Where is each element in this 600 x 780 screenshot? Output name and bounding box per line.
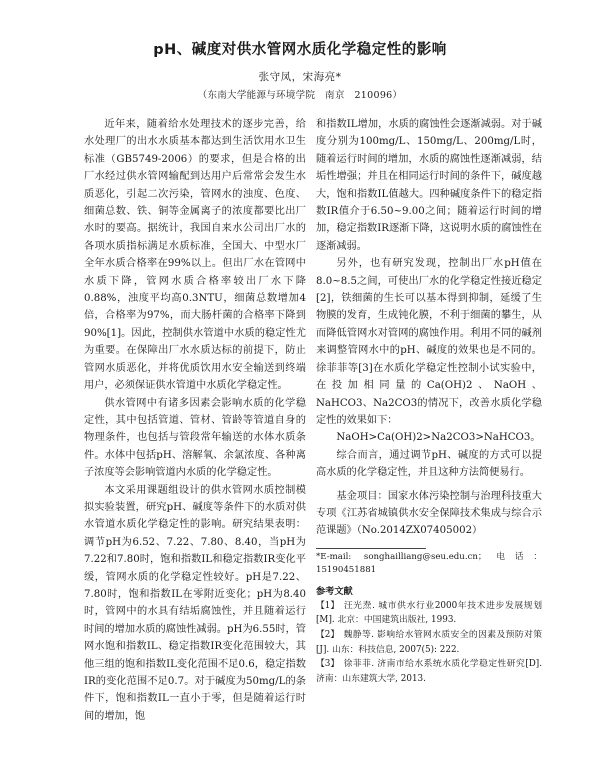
funding-note: 基金项目：国家水体污染控制与治理科技重大专项《江苏省城镇供水安全保障技术集成与综合示范课题》（No.2014ZX07405002） xyxy=(316,490,542,537)
paper-title: pH、碱度对供水管网水质化学稳定性的影响 xyxy=(153,42,447,58)
left-column xyxy=(84,116,306,725)
affiliation-line: （东南大学能源与环境学院 南京 210096） xyxy=(197,90,403,101)
reference-item xyxy=(316,599,542,628)
contact-footnote: *E-mail: songhailliang@seu.edu.cn；电话：15190451881 xyxy=(316,551,542,575)
footnote-divider xyxy=(316,548,426,549)
reference-item xyxy=(316,628,542,657)
reference-number: 【3】 xyxy=(316,659,340,670)
reference-text: 徐菲菲. 济南市给水系统水质化学稳定性研究[D]. 济南：山东建筑大学, 2013. xyxy=(316,659,542,684)
reference-text: 汪光焘. 城市供水行业2000年技术进步发展规划[M]. 北京：中国建筑出版社, 1993. xyxy=(316,600,542,626)
reference-item xyxy=(316,657,542,686)
right-column xyxy=(316,116,542,686)
conclusion-paragraph: 综合而言，通过调节pH、碱度的方式可以提高水质的化学稳定性，并且这种方法简便易行。 xyxy=(316,449,542,479)
factors-paragraph: 供水管网中有诸多因素会影响水质的化学稳定性，其中包括管道、管材、管龄等管道自身的物理条件，也包括与管段常年输送的水体水质条件。水体中包括pH、溶解氧、余氯浓度、各种离子浓度等会影响管道内水质的化学稳定性。 xyxy=(84,397,306,479)
intro-paragraph: 近年来，随着给水处理技术的逐步完善，给水处理厂的出水水质基本都达到生活饮用水卫生标准（GB5749-2006）的要求，但是合格的出厂水经过供水管网输配到达用户后常常会发生水质恶化，引起二次污染，管网水的浊度、色度、细菌总数、铁、铜等金属离子的浓度都要比出厂水时的要高。据统计，我国自来水公司出厂水的各项水质指标满足水质标准，全国大、中型水厂全年水质合格率在99%以上。但出厂水在管网中水质下降，管网水质合格率较出厂水下降0.88%，浊度平均高0.3NTU，细菌总数增加4倍，合格率为97%，而大肠杆菌的合格率下降到90%[1]。因此，控制供水管道中水质的稳定性尤为重要。在保障出厂水水质达标的前提下，防止管网水质恶化，并将优质饮用水安全输送到终端用户，必须保证供水管道中水质化学稳定性。 xyxy=(84,119,306,392)
effect-ranking-formula: NaOH>Ca(OH)2>Na2CO3>NaHCO3。 xyxy=(336,432,541,444)
related-research-paragraph: 另外，也有研究发现，控制出厂水pH值在8.0~8.5之间，可使出厂水的化学稳定性接近稳定[2]，铁细菌的生长可以基本得到抑制，延缓了生物膜的发育，生成钝化膜，不利于细菌的攀生，从而降低管网水对管网的腐蚀作用。利用不同的碱剂来调整管网水中的pH、碱度的效果也是不同的。徐菲菲等[3]在水质化学稳定性控制小试实验中，在投加相同量的Ca(OH)2、NaOH、NaHCO3、Na2CO3的情况下，改善水质化学稳定性的效果如下： xyxy=(316,258,542,426)
author-line: 张守凤，宋海亮* xyxy=(258,71,342,83)
references-heading: 参考文献 xyxy=(316,585,353,597)
reference-number: 【1】 xyxy=(316,600,340,611)
results-paragraph: 本文采用课题组设计的供水管网水质控制模拟实验装置，研究pH、碱度等条件下的水质对供水管道水质化学稳定性的影响。研究结果表明：调节pH为6.52、7.22、7.80、8.40，当pH为7.22和7.80时，饱和指数IL和稳定指数IR变化平缓，管网水质的化学稳定性较好。pH是7.22、7.80时，饱和指数IL在零附近变化；pH为8.40时，管网中的水具有结垢腐蚀性，并且随着运行时间的增加水质的腐蚀性减弱。pH为6.55时，管网水饱和指数IL、稳定指数IR变化范围较大，其他三组的饱和指数IL变化范围不足0.6，稳定指数IR的变化范围不足0.7。对于碱度为50mg/L的条件下，饱和指数IL一直小于零，但是随着运行时间的增加，饱 xyxy=(84,484,306,722)
reference-number: 【2】 xyxy=(316,629,340,640)
reference-text: 魏静等. 影响给水管网水质安全的因素及预防对策[J]. 山东：科技信息, 2007(5): 222. xyxy=(316,629,542,655)
results-continued-paragraph: 和指数IL增加，水质的腐蚀性会逐渐减弱。对于碱度分别为100mg/L、150mg/L、200mg/L时，随着运行时间的增加，水质的腐蚀性逐渐减弱，结垢性增强；并且在相同运行时间的条件下，碱度越大，饱和指数IL值越大。四种碱度条件下的稳定指数IR值介于6.50~9.00之间；随着运行时间的增加，稳定指数IR逐渐下降，这说明水质的腐蚀性在逐渐减弱。 xyxy=(316,119,542,252)
